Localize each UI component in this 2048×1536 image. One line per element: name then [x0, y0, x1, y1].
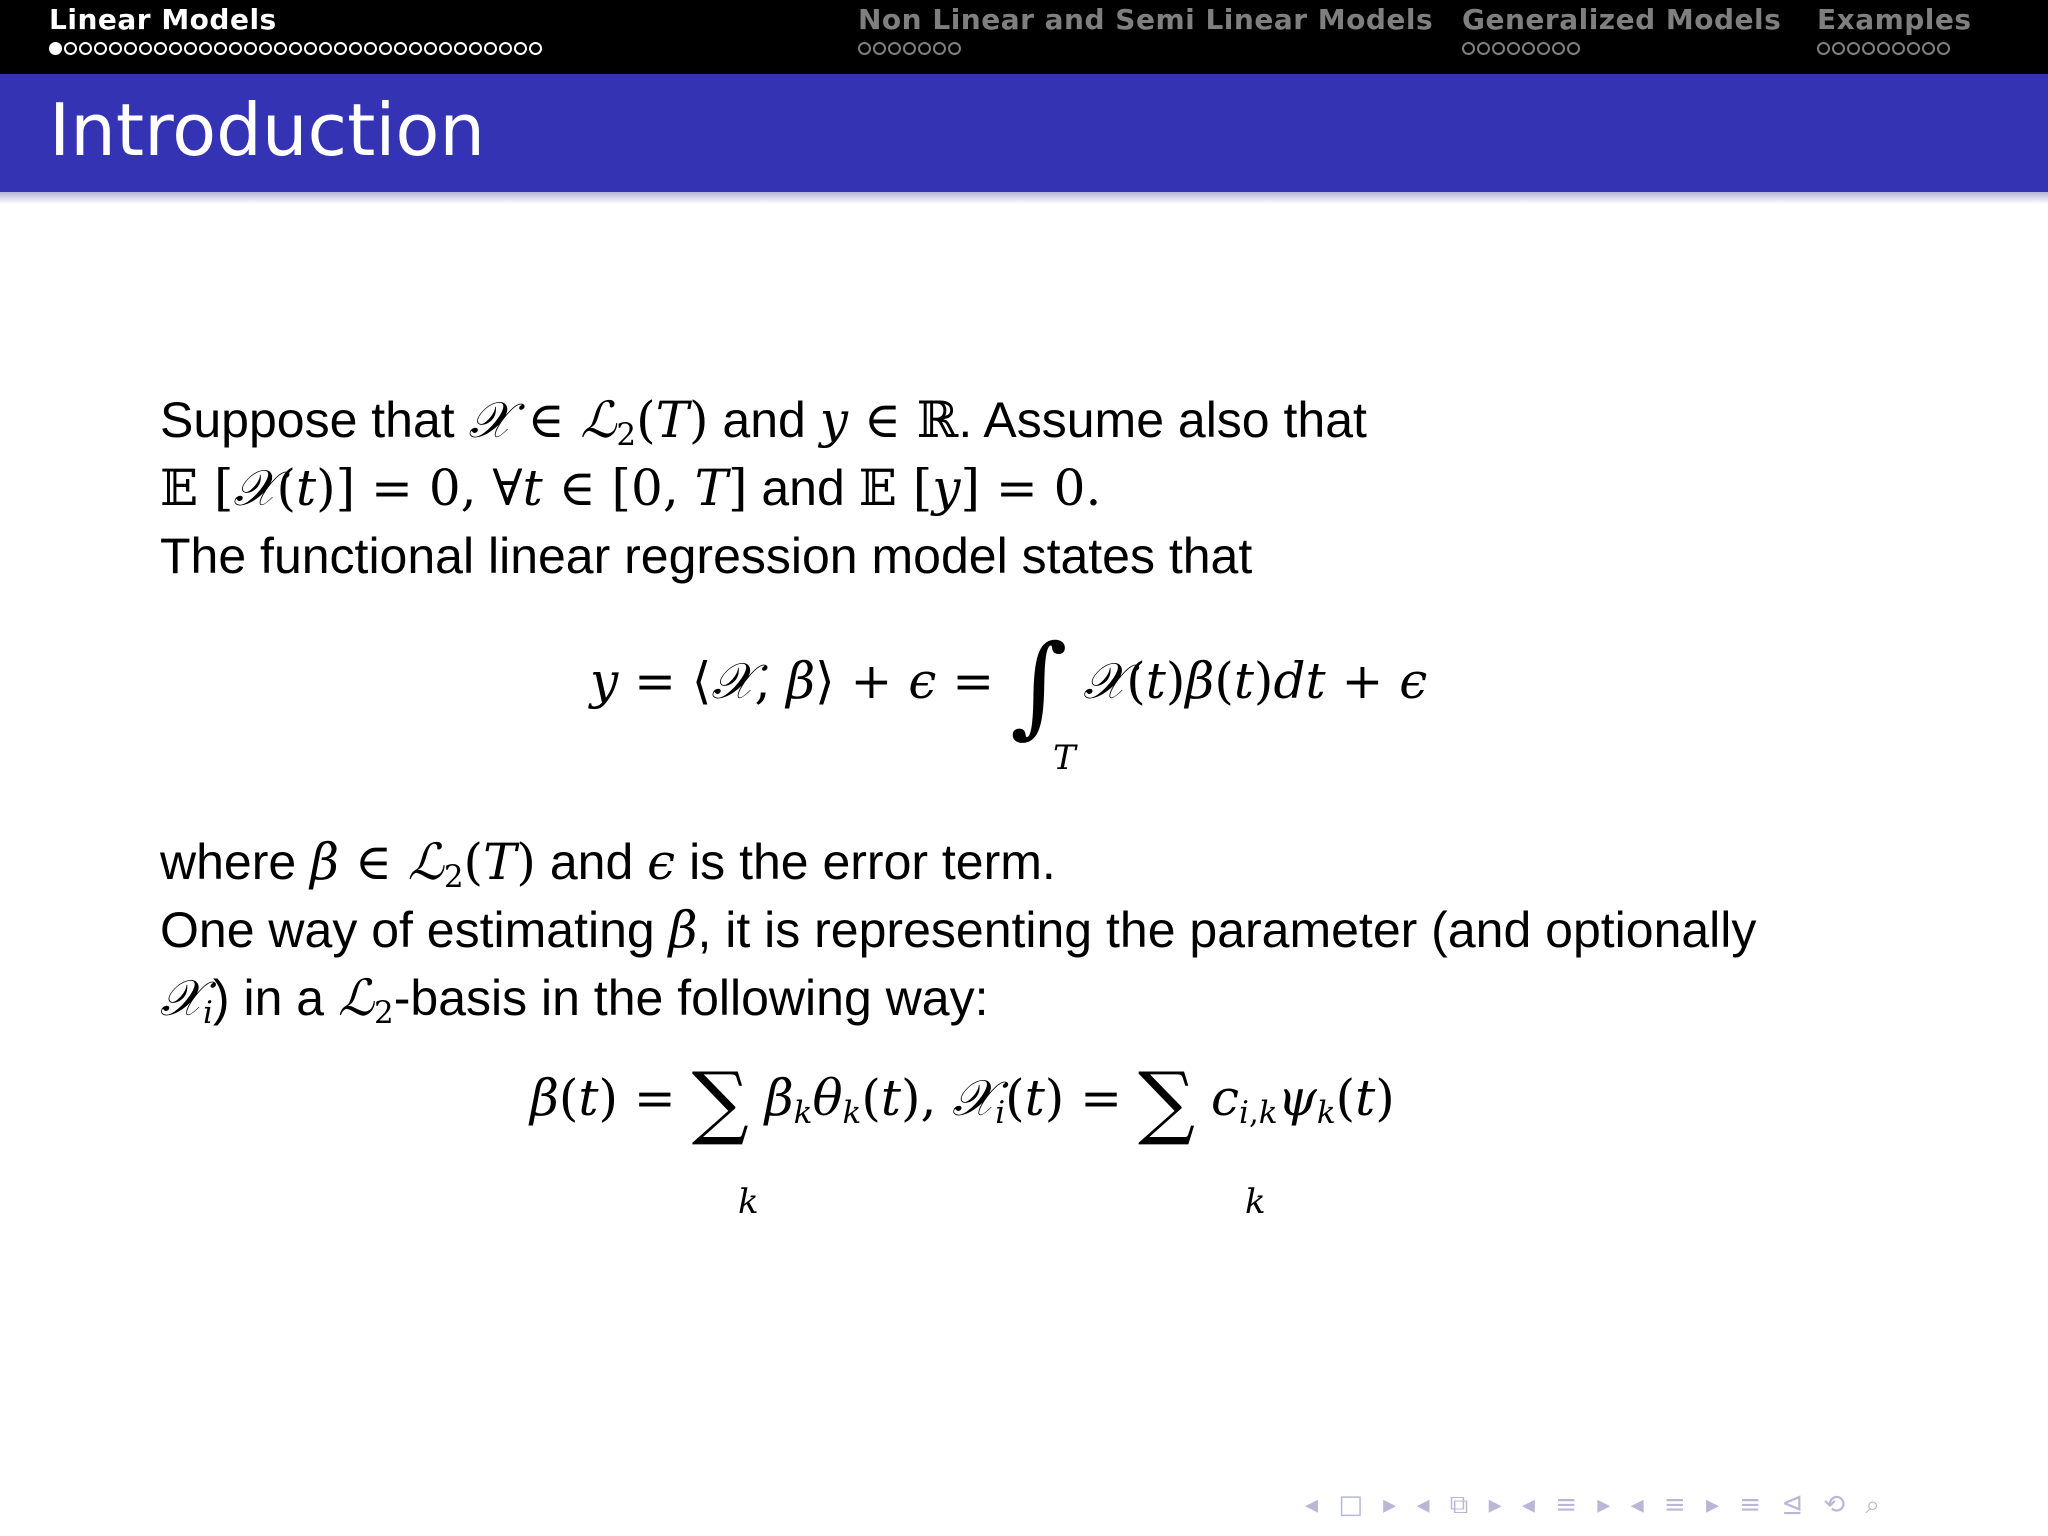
slide-dot[interactable] — [858, 42, 871, 55]
slide-dot[interactable] — [64, 42, 77, 55]
section-navigation — [0, 0, 2048, 74]
nav-section-title[interactable]: Examples — [1817, 3, 1972, 36]
math: 𝔼 [𝒳(t)] — [160, 459, 356, 517]
slide-dot[interactable] — [1847, 42, 1860, 55]
text-line-3: The functional linear regression model states that — [160, 528, 1253, 584]
math: ∈ — [338, 833, 408, 891]
slide-dot[interactable] — [1877, 42, 1890, 55]
math: 𝔼 [y] — [858, 459, 980, 517]
slide-dot[interactable] — [1907, 42, 1920, 55]
slide-dot[interactable] — [1507, 42, 1520, 55]
nav-section-title[interactable]: Generalized Models — [1462, 3, 1782, 36]
text: and — [747, 460, 859, 516]
text-line-6 — [160, 964, 988, 1047]
slide-dot[interactable] — [484, 42, 497, 55]
math: β — [310, 833, 339, 891]
integral-sign: ∫ — [1010, 621, 1068, 749]
beamer-navigation-controls[interactable]: ◂ □ ▸ ◂ ⧉ ▸ ◂ ≡ ▸ ◂ ≡ ▸ ≡ ⊴ ⟲ ⌕ — [1305, 1490, 1886, 1520]
slide-dot[interactable] — [514, 42, 527, 55]
math: t — [522, 459, 543, 517]
slide-dot[interactable] — [139, 42, 152, 55]
slide-dot[interactable] — [1567, 42, 1580, 55]
slide-dot[interactable] — [214, 42, 227, 55]
slide-dot[interactable] — [1477, 42, 1490, 55]
math: = 0, ∀ — [355, 459, 523, 517]
text: . Assume also that — [958, 392, 1367, 448]
slide-dots — [49, 42, 544, 55]
slide-dot[interactable] — [349, 42, 362, 55]
slide-dot[interactable] — [499, 42, 512, 55]
math: β — [668, 901, 698, 959]
slide-dot[interactable] — [244, 42, 257, 55]
slide-dot[interactable] — [334, 42, 347, 55]
frame-title: Introduction — [49, 88, 486, 172]
slide-dot[interactable] — [1862, 42, 1875, 55]
title-shadow — [0, 192, 2048, 204]
math: ℒ — [407, 833, 444, 891]
slide-dot[interactable] — [259, 42, 272, 55]
sum-index: k — [1245, 1182, 1266, 1222]
math: y — [819, 391, 848, 449]
text: where — [160, 834, 311, 890]
math: (T) — [636, 391, 709, 449]
math: ℒ — [337, 969, 374, 1027]
slide-dot[interactable] — [49, 42, 62, 55]
text: One way of estimating — [160, 902, 669, 958]
slide-dot[interactable] — [888, 42, 901, 55]
sum-sign: ∑ — [691, 1055, 749, 1148]
integral-subscript: T — [1053, 738, 1076, 778]
slide-dot[interactable] — [319, 42, 332, 55]
slide-dot[interactable] — [124, 42, 137, 55]
slide-dot[interactable] — [409, 42, 422, 55]
slide-dot[interactable] — [933, 42, 946, 55]
slide-dot[interactable] — [1462, 42, 1475, 55]
math: ∈ — [511, 391, 581, 449]
equation-regression-model: y = ⟨𝒳, β⟩ + ϵ = ∫ 𝒳(t)β(t)dt + ϵ — [590, 621, 1428, 749]
math: ∈ [0, T] — [542, 459, 748, 517]
nav-section-title[interactable]: Non Linear and Semi Linear Models — [858, 3, 1434, 36]
math: 2 — [616, 416, 637, 453]
slide-dot[interactable] — [1817, 42, 1830, 55]
slide-dot[interactable] — [1832, 42, 1845, 55]
math: ∈ ℝ — [848, 391, 959, 449]
slide-dot[interactable] — [948, 42, 961, 55]
math: (T) — [463, 833, 536, 891]
slide-dots — [1817, 42, 1952, 55]
slide-dot[interactable] — [439, 42, 452, 55]
nav-section-title[interactable]: Linear Models — [49, 3, 277, 36]
slide-dot[interactable] — [1892, 42, 1905, 55]
math: ℒ — [580, 391, 617, 449]
slide-dot[interactable] — [289, 42, 302, 55]
text: -basis in the following way: — [393, 970, 989, 1026]
slide-dots — [858, 42, 963, 55]
slide-dot[interactable] — [873, 42, 886, 55]
math: = 0. — [979, 459, 1102, 517]
slide-dot[interactable] — [199, 42, 212, 55]
sum-sign: ∑ — [1137, 1055, 1196, 1148]
slide-dot[interactable] — [903, 42, 916, 55]
slide-dot[interactable] — [79, 42, 92, 55]
math: 2 — [443, 858, 464, 895]
text: and — [708, 392, 820, 448]
slide-dot[interactable] — [274, 42, 287, 55]
slide-dot[interactable] — [109, 42, 122, 55]
equation-basis-expansion: β(t) = ∑ $\beta_k\theta_k(t)$, 𝒳$_i$(t) = ∑ $c_{i,k}\psi_k(t)$ — [530, 1055, 1395, 1148]
slide-dot[interactable] — [424, 42, 437, 55]
slide-dot[interactable] — [469, 42, 482, 55]
slide-dot[interactable] — [394, 42, 407, 55]
slide-dot[interactable] — [169, 42, 182, 55]
slide-dot[interactable] — [184, 42, 197, 55]
slide-dot[interactable] — [1552, 42, 1565, 55]
slide-dot[interactable] — [1922, 42, 1935, 55]
slide-dot[interactable] — [364, 42, 377, 55]
sum-index: k — [738, 1182, 759, 1222]
slide-dot[interactable] — [1537, 42, 1550, 55]
slide-dot[interactable] — [229, 42, 242, 55]
text: Suppose that — [160, 392, 469, 448]
math: ϵ — [647, 833, 676, 891]
text: is the error term. — [675, 834, 1056, 890]
slide-dots — [1462, 42, 1582, 55]
math: 𝒳 — [468, 391, 512, 449]
slide-dot[interactable] — [154, 42, 167, 55]
slide-dot[interactable] — [94, 42, 107, 55]
slide-dot[interactable] — [1492, 42, 1505, 55]
slide-dot[interactable] — [379, 42, 392, 55]
slide-dot[interactable] — [304, 42, 317, 55]
text-line-5 — [160, 896, 1756, 964]
slide-dot[interactable] — [1522, 42, 1535, 55]
slide-dot[interactable] — [529, 42, 542, 55]
math: i — [203, 994, 213, 1031]
slide-dot[interactable] — [1937, 42, 1950, 55]
text: and — [535, 834, 648, 890]
text-line-2 — [160, 454, 1101, 522]
text: , it is representing the parameter (and optionally — [697, 902, 1757, 958]
math: 2 — [374, 994, 394, 1031]
text: ) in a — [212, 970, 338, 1026]
slide-dot[interactable] — [918, 42, 931, 55]
slide-dot[interactable] — [454, 42, 467, 55]
math: 𝒳 — [160, 969, 203, 1027]
